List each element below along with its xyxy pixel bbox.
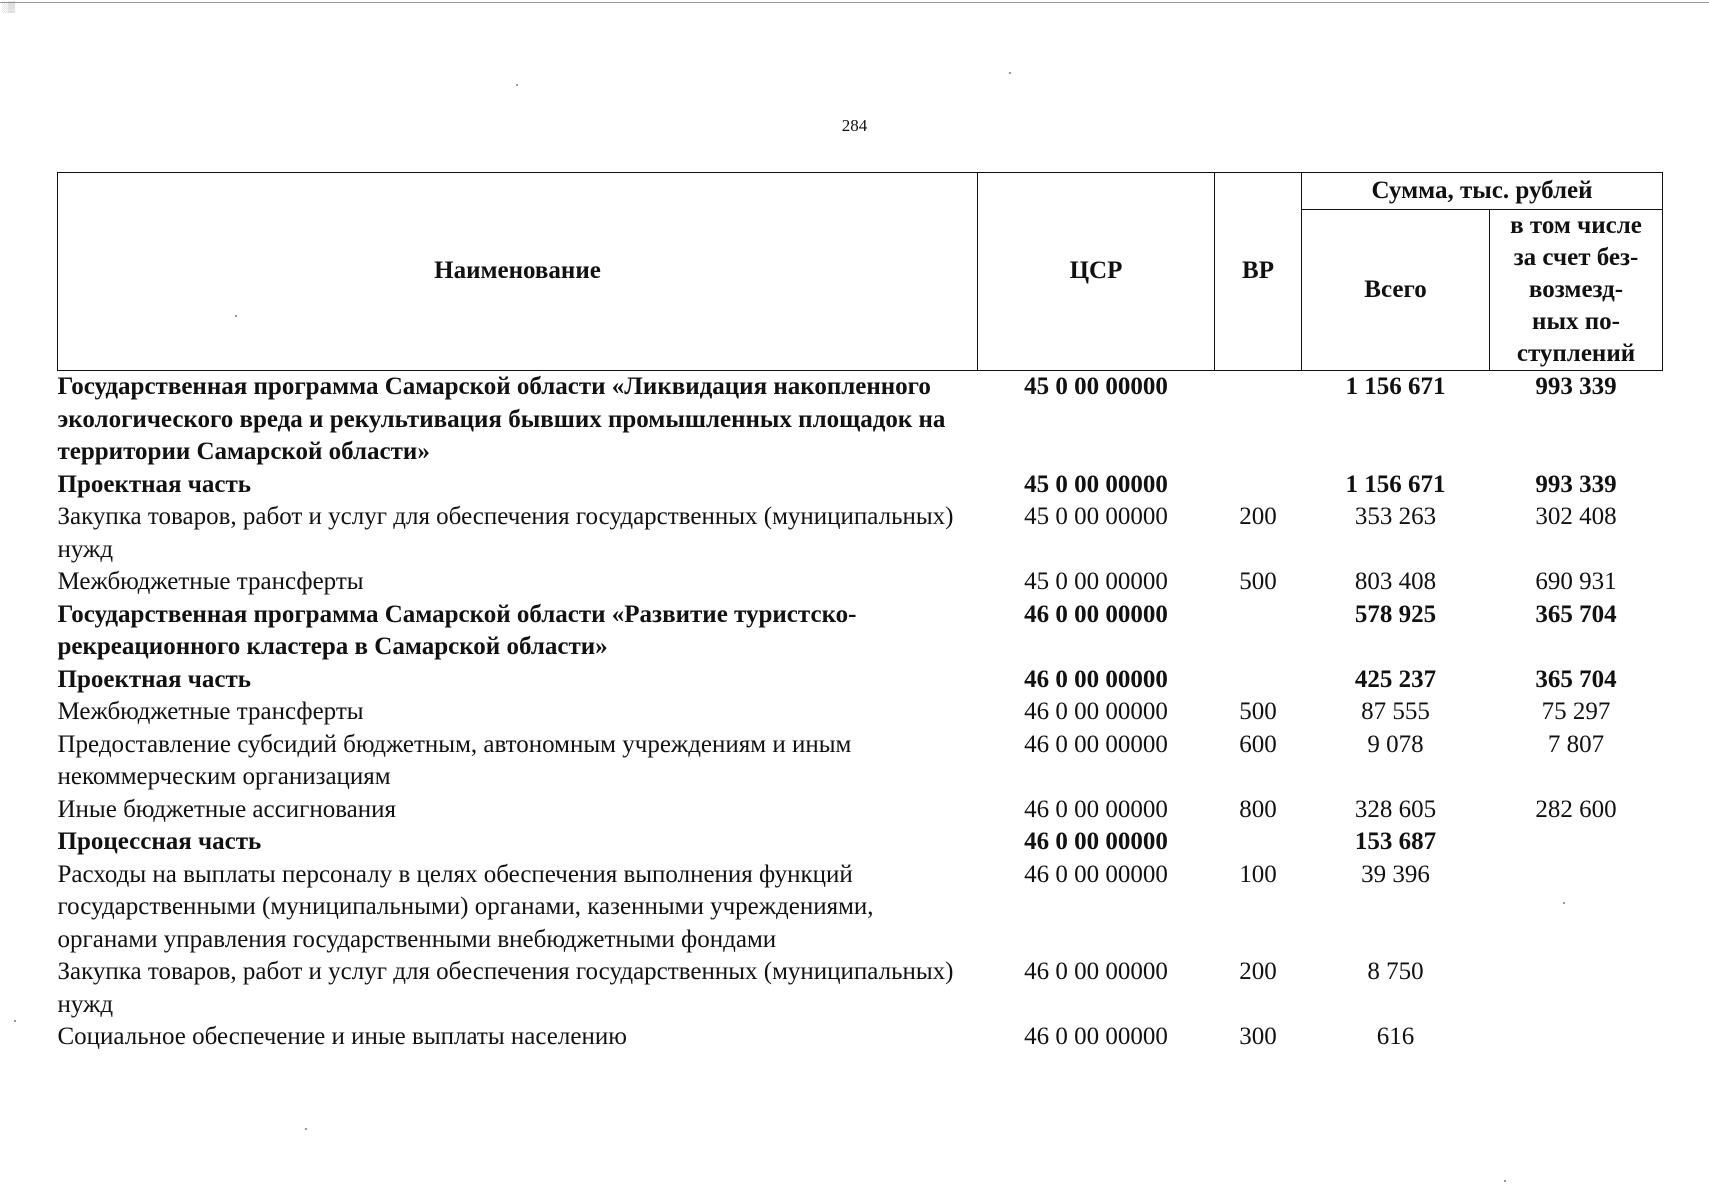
table-row: [58, 566, 1663, 599]
table-row: [58, 1021, 1663, 1054]
cell-name: Межбюджетные трансферты: [57, 698, 364, 725]
table-body: [58, 371, 1663, 1054]
cell-grant: 282 600: [1535, 795, 1617, 823]
cell-csr: 45 0 00 00000: [1024, 568, 1168, 595]
table-row: [58, 696, 1663, 729]
cell-total: 1 156 671: [1345, 470, 1446, 498]
cell-grant: 993 339: [1535, 373, 1617, 400]
cell-name: Социальное обеспечение и иные выплаты населению: [57, 1023, 627, 1050]
cell-name: Проектная часть: [57, 470, 252, 498]
cell-name: Проектная часть: [57, 665, 252, 693]
header-grant: в том числе за счет без- возмезд- ных по- ступлений: [1490, 210, 1663, 371]
cell-vr: 300: [1239, 1023, 1277, 1050]
table-row: [58, 826, 1663, 859]
cell-csr: 45 0 00 00000: [1024, 503, 1168, 530]
header-total: Всего: [1302, 210, 1490, 371]
scan-speck: [1009, 72, 1011, 74]
scan-speck: [1504, 1180, 1506, 1182]
scan-speck: [305, 1128, 307, 1130]
cell-vr: [1215, 826, 1302, 859]
cell-csr: 46 0 00 00000: [1024, 665, 1168, 693]
header-sum-group: Сумма, тыс. рублей: [1302, 173, 1663, 210]
cell-vr: 600: [1239, 730, 1277, 758]
cell-name: Закупка товаров, работ и услуг для обеспечения государственных (муниципальных) нужд: [57, 958, 954, 1018]
cell-total: 9 078: [1367, 730, 1424, 758]
scan-edge-line: [0, 2, 1709, 3]
scan-speck: [516, 84, 518, 86]
table-row: [58, 599, 1663, 664]
cell-vr: 200: [1239, 958, 1277, 985]
cell-grant: 993 339: [1535, 470, 1617, 498]
scan-speck: [1563, 902, 1565, 904]
header-name: Наименование: [58, 173, 978, 371]
cell-csr: 46 0 00 00000: [1024, 698, 1168, 725]
cell-vr: [1215, 664, 1302, 697]
cell-total: 353 263: [1354, 503, 1437, 530]
table-row: [58, 371, 1663, 469]
cell-name: Государственная программа Самарской области «Развитие туристско-рекреационного кластера в Самарской области»: [57, 600, 857, 660]
cell-vr: 500: [1239, 698, 1277, 725]
cell-total: 803 408: [1354, 568, 1437, 595]
cell-grant: [1490, 826, 1663, 859]
cell-grant: [1490, 859, 1663, 957]
cell-vr: 500: [1239, 568, 1277, 595]
cell-vr: 800: [1239, 795, 1277, 823]
header-csr: ЦСР: [978, 173, 1215, 371]
cell-grant: 75 297: [1541, 698, 1611, 725]
cell-csr: 45 0 00 00000: [1024, 470, 1168, 498]
cell-name: Иные бюджетные ассигнования: [57, 795, 397, 823]
cell-csr: 46 0 00 00000: [1024, 958, 1168, 985]
cell-grant: [1490, 1021, 1663, 1054]
cell-csr: 45 0 00 00000: [1024, 373, 1168, 400]
table-row: [58, 501, 1663, 566]
cell-name: Закупка товаров, работ и услуг для обеспечения государственных (муниципальных) нужд: [57, 503, 954, 563]
cell-csr: 46 0 00 00000: [1024, 795, 1168, 823]
cell-name: Государственная программа Самарской области «Ликвидация накопленного экологического вреда и рекультивация бывших промышленных площадок на территории Самарской области»: [57, 373, 946, 465]
page-number: 284: [841, 116, 868, 135]
cell-grant: 365 704: [1535, 600, 1617, 628]
table-header: [58, 173, 1663, 371]
cell-csr: 46 0 00 00000: [1024, 600, 1168, 628]
table-row: [58, 794, 1663, 827]
cell-grant: 302 408: [1535, 503, 1617, 530]
cell-total: 8 750: [1367, 958, 1424, 985]
cell-grant: 365 704: [1535, 665, 1617, 693]
table-row: [58, 664, 1663, 697]
cell-name: Расходы на выплаты персоналу в целях обеспечения выполнения функций государственными (муниципальными) органами, казенными учреждениями, органами управления государственными внебюджетными фондами: [57, 860, 874, 953]
cell-total: 616: [1376, 1023, 1415, 1050]
scan-speck: [14, 1020, 16, 1022]
cell-csr: 46 0 00 00000: [1024, 730, 1168, 758]
header-vr: ВР: [1215, 173, 1302, 371]
cell-vr: [1215, 371, 1302, 469]
table-row: [58, 469, 1663, 502]
cell-vr: 200: [1239, 503, 1277, 530]
cell-total: 39 396: [1361, 860, 1430, 888]
cell-vr: [1215, 599, 1302, 664]
cell-total: 328 605: [1354, 795, 1437, 823]
cell-vr: [1215, 469, 1302, 502]
scan-corner-mark: ░▒: [2, 2, 15, 13]
table-row: [58, 859, 1663, 957]
cell-csr: 46 0 00 00000: [1024, 1023, 1168, 1050]
cell-name: Межбюджетные трансферты: [57, 568, 364, 595]
cell-csr: 46 0 00 00000: [1024, 828, 1168, 855]
table-row: [58, 729, 1663, 794]
cell-total: 578 925: [1354, 600, 1437, 628]
table-row: [58, 956, 1663, 1021]
cell-vr: 100: [1239, 860, 1277, 888]
cell-total: 87 555: [1361, 698, 1430, 725]
cell-total: 425 237: [1354, 665, 1437, 693]
cell-total: 1 156 671: [1345, 373, 1446, 400]
scan-speck: [235, 315, 237, 317]
budget-table: [57, 172, 1663, 1054]
cell-grant: [1490, 956, 1663, 1021]
cell-total: 153 687: [1354, 828, 1437, 855]
cell-grant: 7 807: [1547, 730, 1605, 758]
cell-name: Процессная часть: [57, 828, 262, 855]
cell-csr: 46 0 00 00000: [1024, 860, 1168, 888]
cell-grant: 690 931: [1535, 568, 1617, 595]
cell-name: Предоставление субсидий бюджетным, автономным учреждениям и иным некоммерческим организациям: [57, 730, 852, 790]
